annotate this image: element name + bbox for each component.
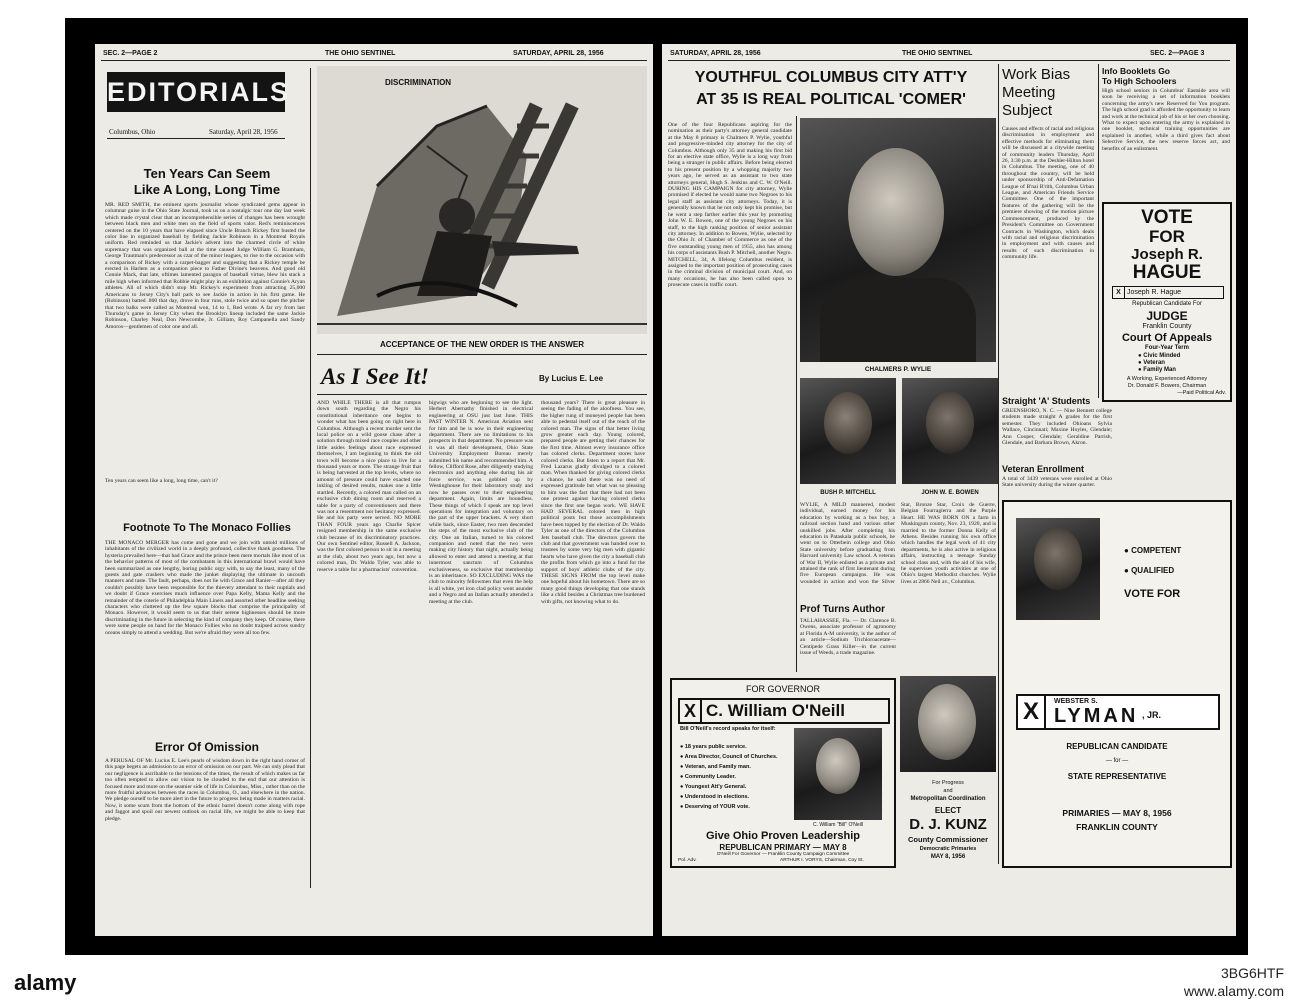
oneill-ballot — [678, 698, 890, 724]
hague-ad — [1102, 202, 1232, 402]
hague-name: HAGUE — [1132, 262, 1202, 283]
kunz-name: D. J. KUNZ — [909, 816, 987, 833]
oneill-chair: ARTHUR I. VORYS, Chairman, Coy St. — [780, 858, 864, 863]
kunz-date: MAY 8, 1956 — [930, 854, 966, 860]
lyman-ad — [1002, 500, 1232, 868]
hague-county: Franklin County — [1142, 323, 1192, 330]
editorial-cartoon — [317, 66, 647, 334]
lyman-office: STATE REPRESENTATIVE — [1067, 772, 1167, 781]
workbias-line: Work Bias — [1002, 66, 1071, 83]
oneill-record-item: ● Area Director, Council of Churches. — [680, 752, 788, 762]
cartoon-caption: ACCEPTANCE OF THE NEW ORDER IS THE ANSWER — [379, 340, 584, 349]
oneill-primary: REPUBLICAN PRIMARY — MAY 8 — [719, 843, 847, 852]
hague-name: Joseph R. — [1131, 246, 1203, 263]
veteran-headline: Veteran Enrollment — [1002, 464, 1085, 474]
oneill-for: FOR GOVERNOR — [745, 684, 820, 694]
hague-vote: VOTE — [1141, 207, 1193, 228]
lyman-last: LYMAN — [1054, 705, 1139, 727]
hague-sub: Republican Candidate For — [1132, 301, 1202, 307]
photo-caption: BUSH P. MITCHELL — [820, 490, 876, 496]
author-headline: Prof Turns Author — [800, 604, 885, 615]
editorial-body: A PERUSAL OF Mr. Lucius E. Lee's pearls of wisdom down in the right hand corner of this page begets an admission to an error of omission on our part. We can only plead that our negligence is ascribable to the tensions of the times, the result of which makes us far too often tempted to allow our vision to be clouded to the end that our attention is focused more and more on the seamier side of life in Columbus, Miss., rather than on the more fruitful advances between the races in Columbus, O., and elsewhere in the nation. We pledge ourself to be more alert in the future to progress being made in matters racial. Now, it some scum from the bottom of the ethnic barrel doesn't come along with rope and faggot and spoil our newest outlook on racial life, we might be able to keep that pledge. — [105, 758, 305, 822]
column-headline: As I See It! — [321, 364, 429, 389]
lyman-primaries: PRIMARIES — MAY 8, 1956 — [1062, 808, 1172, 818]
kunz-primaries: Democratic Primaries — [919, 846, 977, 852]
bowen-photo — [902, 378, 998, 484]
kunz-office: County Commissioner — [907, 835, 988, 844]
oneill-record-item: ● Understood in elections. — [680, 792, 788, 802]
veteran-body: A total of 3439 veterans were enrolled at Ohio State university during the winter quarter. — [1002, 476, 1112, 489]
workbias-line: Meeting — [1002, 84, 1056, 101]
kunz-elect: ELECT — [934, 806, 962, 815]
lyman-party: REPUBLICAN CANDIDATE — [1066, 742, 1168, 751]
oneill-record-item: ● 18 years public service. — [680, 742, 788, 752]
cartoon-label: DISCRIMINATION — [385, 78, 452, 87]
lyman-votefor: VOTE FOR — [1124, 588, 1181, 600]
info-headline: Info Booklets Go — [1102, 66, 1170, 76]
lyman-bullet: ● COMPETENT — [1124, 546, 1181, 555]
dateline-date: Saturday, April 28, 1956 — [209, 128, 278, 136]
oneill-ad — [670, 678, 896, 868]
oneill-pol: Pol. Adv. — [678, 858, 697, 863]
editorial-headline: Footnote To The Monaco Follies — [123, 522, 291, 534]
folio-left: SEC. 2—PAGE 2 — [103, 50, 158, 57]
hague-note: A Working, Experienced Attorney — [1126, 376, 1208, 382]
folio-center: THE OHIO SENTINEL — [902, 50, 973, 57]
wylie-photo — [800, 118, 996, 362]
hague-bullet: ● Civic Minded — [1138, 353, 1180, 360]
mitchell-photo — [800, 378, 896, 484]
column-text: AND WHILE THERE is all that rumpus down south regarding the Negro his constitutional inheritance one begins to wonder what has been going on right here in Columbus. Although a recent murder sent the local police on a wild goose chase after a solution through mixed race couples and other little asides feelings about race expressed themselves, I am beginning to think the old town will become a nice place to live for a thousand years or more. The strange fruit that is being harvested at the top levels, where no amount of pressure could have exacted one inkling of desired results, makes one a little startled. Recently, a colored man called on an exclusive club dining room and reserved a table for a party of conventioners and there was not a resentment nor hesitancy expressed. He and his party were served. NO MORE THAN FOUR years ago Charlie Spicer resigned membership in the same exclusive club because of its discriminatory practices. Our own Sentinel editor, Russell A. Jackson, was the first colored person to sit in a meeting at the club, about two years ago, but now a colored man, Dr. Waldo Tyler, was able to reserve a table for a pharmacists' convention. — [317, 400, 421, 573]
lyman-x: X — [1018, 696, 1046, 728]
workbias-headline — [1002, 66, 1094, 120]
photo-caption: JOHN W. E. BOWEN — [921, 490, 979, 496]
folio-right: SATURDAY, APRIL 28, 1956 — [513, 50, 604, 57]
editorial-closer: Ten years can seem like a long, long time, can't it? — [105, 478, 218, 484]
editorial-body: THE MONACO MERGER has come and gone and we join with untold millions of inhabitants of the civilized world in a deeply profound, collective thank goodness. The hysteria prevailed here—that had Grace and the prince been mere mortals like most of us the behavior patterns of most of the combatants in this international brawl would have been summarized as one lengthy, boring public orgy with, to say the least, many of the guests and gate crashers who made the junket displaying the ultimate in uncouth manners and taste. The fault, perhaps, does not lie with Grace and Ranier—after all they couldn't possibly have been responsible for the thievery attendant to their nuptials and we doubt if Grace exercises much influence over Papa Kelly, Mama Kelly and the remainder of the coterie of Philadelphia Main Liners and assorted other headline seeking characters who cluttered up the few square blocks that comprise the principality of Monaco. However, it would seem to us that their serene highnesses should be more discriminating in the future in selecting the kind of company they keep. Of course, there were some people on hand for the Monaco Follies who no doubt traipsed across sundry oceans simply to attend a wedding. But we're afraid they were all too few. — [105, 540, 305, 636]
kunz-metro: Metropolitan Coordination — [910, 796, 986, 802]
kunz-for: For Progress — [932, 780, 964, 786]
kunz-and: and — [943, 788, 953, 794]
hague-office: JUDGE — [1146, 309, 1188, 323]
hague-ballot-name: Joseph R. Hague — [1126, 289, 1182, 296]
straighta-headline: Straight 'A' Students — [1002, 396, 1091, 406]
lead-story-body: One of the four Republicans aspiring for the nomination as their party's attorney general candidate at the May 8 primary is Chalmers P. Wylie, youthful and progressive-minded city attorney for the city of Columbus. Although only 35 and making his first bid for an elective state office, Wylie is a long way from being a stranger in public affairs. Before being elected to his present position by a whopping majority two years ago, he served as an assistant to two state attorneys general, Hugh S. Jenkins and C. W. O'Neill. DURING HIS CAMPAIGN for city attorney, Wylie promised if elected he would name two Negroes to his legal staff as assistant city attorneys. Today, it is generally known that he not only kept his promise, but he went a step farther earlier this year by promoting John W. E. Bowen, one of the young Negroes on his staff, to the high ranking position of senior assistant city attorney. In addition to Bowen, Wylie, selected by the Ohio Jr. of Chamber of Commerce as one of the five outstanding young men of 1955, also has among his corps of assistants Bush P. Mitchell, another Negro. MITCHELL, 34, A lifelong Columbus resident, is assigned to the important position of prosecuting cases in the criminal division of municipal court. And, on many occasions, he has also been called upon to prosecute cases in traffic court. — [668, 122, 792, 289]
oneill-record-item: ● Deserving of YOUR vote. — [680, 802, 788, 812]
info-headline: To High Schoolers — [1102, 76, 1177, 86]
folio-right: SEC. 2—PAGE 3 — [1150, 50, 1205, 57]
lyman-jr: , JR. — [1142, 710, 1162, 720]
cartoon-drawing — [317, 66, 647, 334]
column-text: thousand years? There is great pleasure in seeing the fading of the aloofness. You see, the higher rung of moneyed people has been able to pedestal itself out of the reach of the colored man. The signs of that better living grow greater each day. Young colored, prepared people are getting their chances for the first time. Almost every insurance office has colored clerks. Department stores have colored clerks. But listen to a report that Mr. Fred Lazarus gladly divulged to a colored man. When thanked for giving colored clerks a chance, he said there was no need of expressed gratitude but what was so pleasing to him was the fact that there had not been one protest against having colored clerks since the first one began work. WE HAVE HAD SEVERAL colored men in high political posts but those accomplishments have been topped by the election of Dr. Waldo Tyler as one of the directors of the Columbus Jets baseball club. The directors govern the club and that government was handed over to trustees by some very big men with gigantic hearts who have given the city a baseball club the profits from which go into a fund for the support of boys' athletic clubs of the city. THESE SIGNS FROM the top level make one hopeful about his hometown. There are so many good things developing that one stands like a child besides a Christmas tree burdened with gifts, not knowing what to do. — [541, 400, 645, 605]
oneill-slogan: Give Ohio Proven Leadership — [705, 830, 861, 842]
hague-term: Four-Year Term — [1145, 345, 1189, 351]
lyman-county: FRANKLIN COUNTY — [1076, 822, 1158, 832]
lyman-first: WEBSTER S. — [1054, 698, 1098, 705]
info-body: High school seniors in Columbus' Eastside area will soon be receiving a set of information booklets concerning the army's new Reserved for You program. The high school grad is afforded the opportunity to learn and work at the technical job of his or her own choosing. What to expect upon entering the army is explained in one booklet, technical training opportunities are explained in another, while a third gives fact about Selective Service, the new reserve forces act, and benefits of an enlistment. — [1102, 88, 1230, 152]
oneill-committee: O'Neill For Governor — Franklin County Campaign Committee — [716, 852, 850, 857]
oneill-photo — [794, 728, 882, 820]
hague-for: FOR — [1149, 227, 1185, 246]
photo-caption: CHALMERS P. WYLIE — [864, 366, 932, 373]
oneill-name: C. William O'Neill — [706, 701, 845, 720]
oneill-record: Bill O'Neill's record speaks for itself: — [680, 726, 776, 732]
kunz-ad — [900, 676, 996, 866]
lyman-photo — [1016, 518, 1100, 620]
hague-bullet: ● Veteran — [1138, 360, 1180, 367]
folio-center: THE OHIO SENTINEL — [325, 50, 396, 57]
editorial-headline: Like A Long, Long Time — [133, 182, 281, 197]
editorials-masthead: EDITORIALS — [107, 72, 285, 112]
left-page — [95, 44, 653, 936]
oneill-x: X — [680, 700, 702, 722]
hague-bullets — [1138, 353, 1180, 374]
folio-left: SATURDAY, APRIL 28, 1956 — [670, 50, 761, 57]
lead-story-body: WYLIE, A MILD mannered, modest individual, earned money for his education by working as a bus boy, a railroad section hand and various other unskilled jobs. After completing his education in Pataskala public schools, he went on to Otterbein college and Ohio State university before graduating from Harvard university Law school. A veteran of War II, Wylie enlisted as a private and attained the rank of first lieutenant during five European campaigns. He was wounded in action and won the Silver Star, Bronze Star, Croix de Guerre, Belgian Fourragierra and the Purple Heart. HE WAS BORN ON a farm in Muskingum county, Nov. 23, 1920, and is married to the former Donna Kelly of Athens. Besides running his own office which handles the legal work of 41 city departments, he is also active in religious affairs, instructing a teenage Sunday school class and, with the aid of his wife, he supervises youth activities at one of Ohio's largest Methodist churches. Wylie lives at 2866 Neil av., Columbus. — [800, 502, 996, 585]
oneill-record-item: ● Youngest Att'y General. — [680, 782, 788, 792]
editorial-body: MR. RED SMITH, the eminent sports journalist whose syndicated gems appear in columnar guise in the Ohio State Journal, took us on a nostalgic tour one day last week which made crystal clear that an incomprehensible series of changes has been wrought between black men and white men on the field of sports valor. Red's reminiscences centered on the 10 years that have elapsed since Uncle Branch Rickey first busted the color line in organized baseball by fielding Jackie Robinson in a Montreal Royals uniform. Red reminded us that Jackie's advent into the charmed circle of white supremacy that was organized ball at the time caused Judge William G. Bramham, George Trautman's predecessor as czar of the minor leagues, to rise to the occasion with a comparison of Rickey with a carpet-bagger and suggesting that a Rickey temple be erected in Harlem as a companion piece to Father Divine's heavens. And good old Connie Mack, that late, oftimes lamented paragon of baseball virtue, blew his stack a mile high when informed that Robbie might play in an exhibition against Connie's Aryan athletes. All of which didn't stop Mr. Rickey's experiment from attracting 25,000 Americans to Jersey City's ball park to see Jackie in action in his first game. He (Robinson) batted .800 that day, drove in four runs, stole twice and so upset the pitcher that two balks were called as Montreal won, 14 to 1, Red wrote. A far cry from last Thursday's game in Jersey City when the Brooklyn lineup included the same Jackie Robinson, Charley Neal, Don Newcombe, Jr. Gilliam, Roy Campanella and Sandy Amoros—gentlemen of color one and all. — [105, 202, 305, 330]
straighta-body: GREENSBORO, N. C. — Nine Bennett college students made straight A grades for the first semester. They included Ohioans Sylvia Wallace, Cincinnati; Maxine Hoyles, Glendale; Ann Cooper, Glendale; Geraldine Parrish, Glendale, and Barbara Brown, Akron. — [1002, 408, 1112, 447]
lyman-for: — for — — [1105, 758, 1129, 764]
kunz-photo — [900, 676, 996, 772]
lyman-bullet: ● QUALIFIED — [1124, 566, 1174, 575]
stock-image-info — [1184, 964, 1284, 1000]
editorial-headline: Ten Years Can Seem — [143, 166, 271, 181]
oneill-photo-caption: C. William "Bill" O'Neill — [812, 822, 864, 828]
lead-headline: YOUTHFUL COLUMBUS CITY ATT'Y — [694, 69, 968, 86]
hague-bullet: ● Family Man — [1138, 367, 1180, 374]
stock-site: www.alamy.com — [1183, 983, 1284, 999]
lead-headline: AT 35 IS REAL POLITICAL 'COMER' — [696, 91, 966, 108]
workbias-body: Causes and effects of racial and religious discrimination in employment and effective methods for eliminating them will be discussed at a citywide meeting of community leaders Thursday, April 26, 3:30 p.m. at the Deshler-Hilton hotel in Columbus. The meeting, one of 40 throughout the country, will be held under sponsorship of Anti-Defamation League of B'nai B'rith, Columbus Urban League, and American Friends Service Committee. One of the important features of the gathering will be the premiere showing of the motion picture Commencement, produced by the President's Committee on Government Contracts in Washington, which deals with racial and religious discrimination in employment and with causes and results of such discrimination in community life. — [1002, 126, 1094, 261]
right-page — [662, 44, 1236, 936]
hague-court: Court Of Appeals — [1121, 332, 1213, 344]
dateline-place: Columbus, Ohio — [109, 128, 156, 136]
stock-image-id: 3BG6HTF — [1220, 965, 1284, 981]
hague-ballot: X Joseph R. Hague — [1112, 286, 1224, 299]
stock-logo: alamy — [14, 970, 77, 995]
hague-paid: —Paid Political Adv. — [1177, 390, 1226, 396]
lyman-ballot — [1016, 694, 1220, 730]
workbias-line: Subject — [1002, 102, 1053, 119]
editorial-headline: Error Of Omission — [154, 740, 260, 754]
oneill-record-item: ● Community Leader. — [680, 772, 788, 782]
hague-chair: Dr. Donald F. Bowers, Chairman — [1127, 383, 1207, 389]
stock-watermark-bar — [0, 956, 1300, 1008]
oneill-record-list — [680, 742, 788, 812]
column-text: bigwigs who are beginning to see the light. Herbert Abernathy finished in electrical engineering at OSU just last June. THIS PAST WINTER N. American Aviation sent for him and he is now in their engineering department. There are no limitations to his prospects in that department. No pressure was it was all their development, Ohio State University Employment Bureau merely submitted his name and recommended him. A fellow, Clifford Rose, after diligently studying electronics and anything else during his air force service, was gobbled up by Westinghouse for their laboratory study and now he passes over to their engineering department. Again, limits are boundless. These things of which I speak are top level operations for integration and voluntary on the part of the upper brackets. A very short while back, since Easter, two men descended the steps of the most exclusive club of the city. One an Italian, turned to his colored companion and noted that the two were making city history that night, actually being allowed to enter and attend a meeting at that innermost sanctum of Columbus exclusiveness, so exclusive that membership is an inheritance. SO EXCLUDING WAS the club to minority fellowmen that even the help is all white, yet iron clad policy went asunder and a Negro and an Italian actually attended a meeting at the club. — [429, 400, 533, 605]
column-byline: By Lucius E. Lee — [539, 374, 604, 383]
oneill-record-item: ● Veteran, and Family man. — [680, 762, 788, 772]
author-body: TALLAHASSEE, Fla. — Dr. Clarence B. Owens, associate professor of agronomy at Florida A-M university, is the author of an article—Sodium Trichloroacetate—Centipede Grass Killer—in the current issue of Weeds, a trade magazine. — [800, 618, 896, 657]
